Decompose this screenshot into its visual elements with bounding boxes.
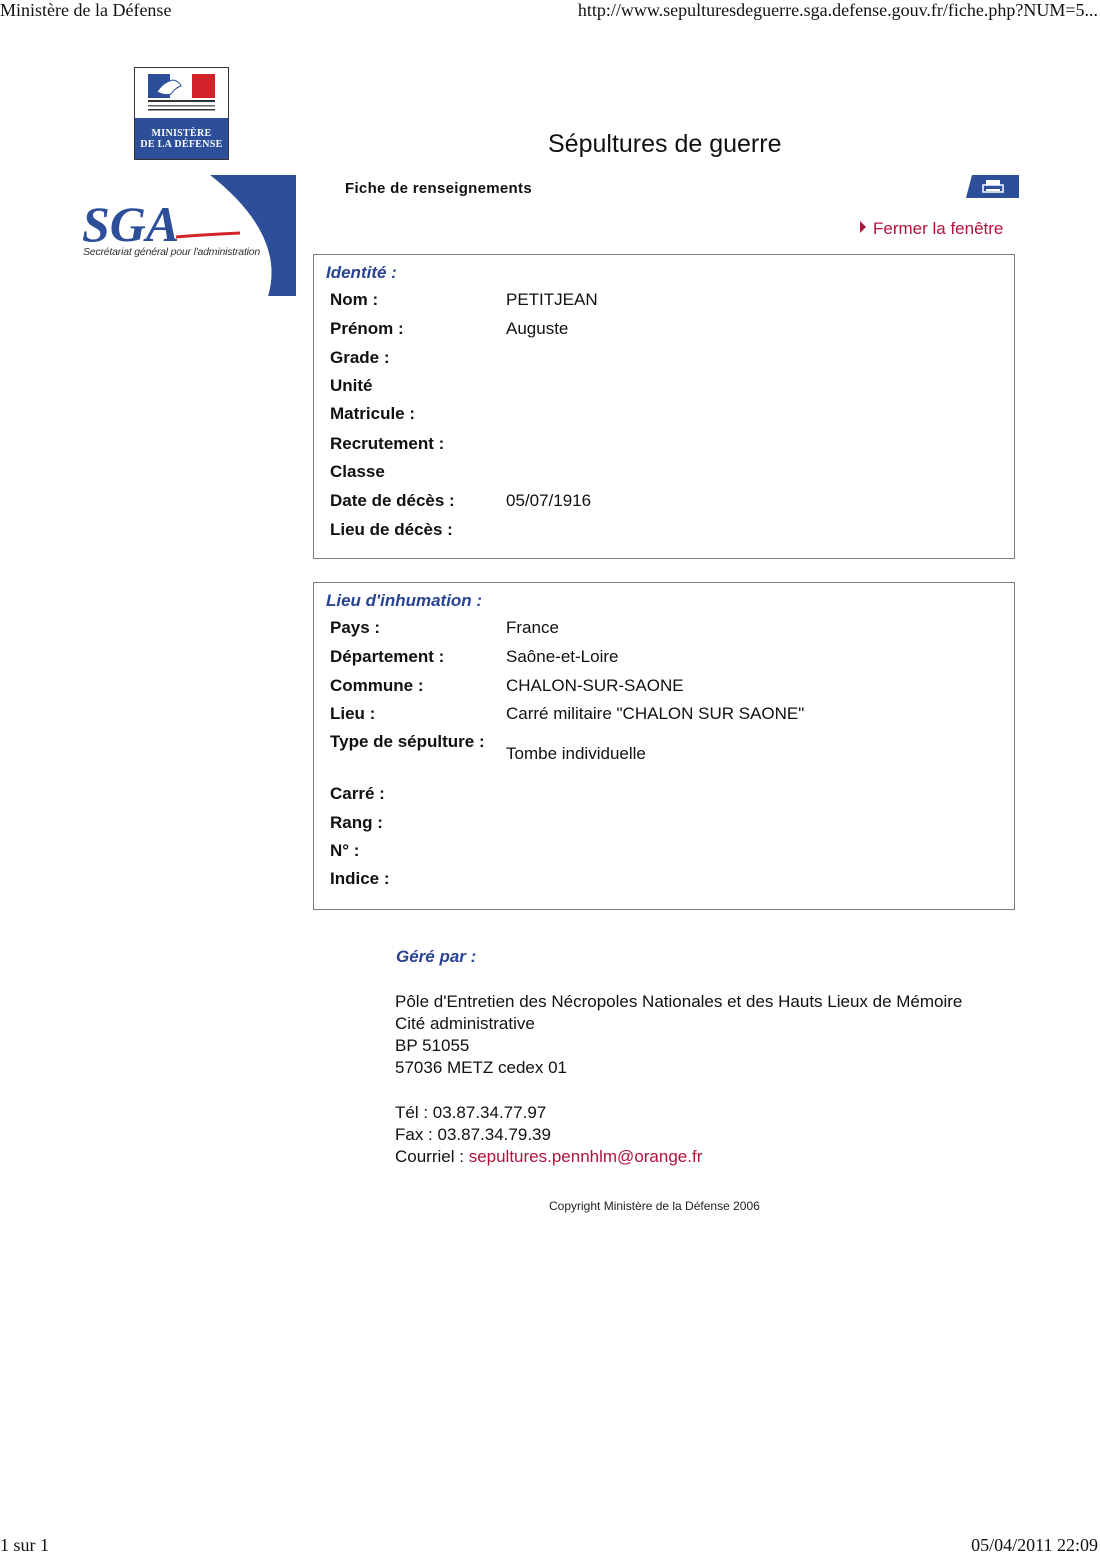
field-label: Recrutement :: [330, 434, 445, 453]
identite-title: Identité :: [326, 263, 397, 282]
inhumation-title: Lieu d'inhumation :: [326, 591, 483, 610]
field-label: Prénom :: [330, 319, 404, 338]
email-label: Courriel :: [395, 1147, 469, 1166]
field-label: Commune :: [330, 676, 424, 695]
field-label: Lieu de décès :: [330, 520, 453, 539]
email-link[interactable]: sepultures.pennhlm@orange.fr: [468, 1147, 703, 1166]
field-label: Grade :: [330, 348, 390, 367]
field-label: Date de décès :: [330, 491, 455, 510]
gestion-email-line: [395, 1147, 702, 1167]
close-window-link[interactable]: [860, 219, 1003, 239]
gestion-address-line2: BP 51055: [395, 1036, 470, 1055]
ministere-line1: MINISTÈRE: [151, 127, 212, 139]
field-label: N° :: [330, 841, 360, 860]
arrow-right-icon: [860, 221, 866, 233]
page-subtitle: Fiche de renseignements: [345, 180, 532, 197]
field-value: PETITJEAN: [506, 290, 598, 309]
print-footer-page: 1 sur 1: [0, 1535, 49, 1555]
inhumation-section: [313, 582, 1015, 910]
field-label: Indice :: [330, 869, 390, 888]
gere-par-title: Géré par :: [396, 947, 477, 966]
field-label: Lieu :: [330, 704, 376, 723]
page-title: Sépultures de guerre: [548, 130, 782, 158]
sga-logo: [80, 175, 296, 296]
field-value: France: [506, 618, 559, 637]
copyright: Copyright Ministère de la Défense 2006: [549, 1199, 760, 1213]
field-label: Rang :: [330, 813, 383, 832]
field-label: Classe: [330, 462, 385, 481]
field-value: Auguste: [506, 319, 569, 338]
field-value: Carré militaire "CHALON SUR SAONE": [506, 704, 805, 723]
field-label: Nom :: [330, 290, 379, 309]
field-value: Saône-et-Loire: [506, 647, 619, 666]
field-value: Tombe individuelle: [506, 744, 646, 763]
print-header-url: http://www.sepulturesdeguerre.sga.defense.gouv.fr/fiche.php?NUM=5...: [577, 0, 1098, 20]
field-label: Carré :: [330, 784, 385, 803]
ministere-logo: [134, 67, 229, 160]
sga-text: SGA: [82, 196, 180, 252]
field-label: Matricule :: [330, 404, 416, 423]
print-button[interactable]: [966, 175, 1019, 198]
field-value: CHALON-SUR-SAONE: [506, 676, 684, 695]
print-footer-date: 05/04/2011 22:09: [971, 1535, 1098, 1555]
field-label: Unité: [330, 376, 373, 395]
identite-section: [313, 254, 1015, 559]
gestion-address-line1: Cité administrative: [395, 1014, 535, 1033]
marianne-flag-icon: [135, 68, 228, 118]
sga-tagline: Secrétariat général pour l'administration: [83, 246, 261, 258]
gestion-telephone: Tél : 03.87.34.77.97: [395, 1103, 547, 1122]
field-value: 05/07/1916: [506, 491, 592, 510]
gestion-fax: Fax : 03.87.34.79.39: [395, 1125, 551, 1144]
field-label: Pays :: [330, 618, 381, 637]
gestion-organisation: Pôle d'Entretien des Nécropoles Nationales et des Hauts Lieux de Mémoire: [395, 992, 963, 1011]
ministere-line2: DE LA DÉFENSE: [140, 138, 223, 150]
field-label: Type de sépulture :: [330, 732, 485, 751]
print-header-site: Ministère de la Défense: [0, 0, 172, 20]
close-window-label: Fermer la fenêtre: [873, 219, 1004, 238]
field-label: Département :: [330, 647, 445, 666]
gestion-address-line3: 57036 METZ cedex 01: [395, 1058, 567, 1077]
printer-icon: [966, 175, 1019, 198]
